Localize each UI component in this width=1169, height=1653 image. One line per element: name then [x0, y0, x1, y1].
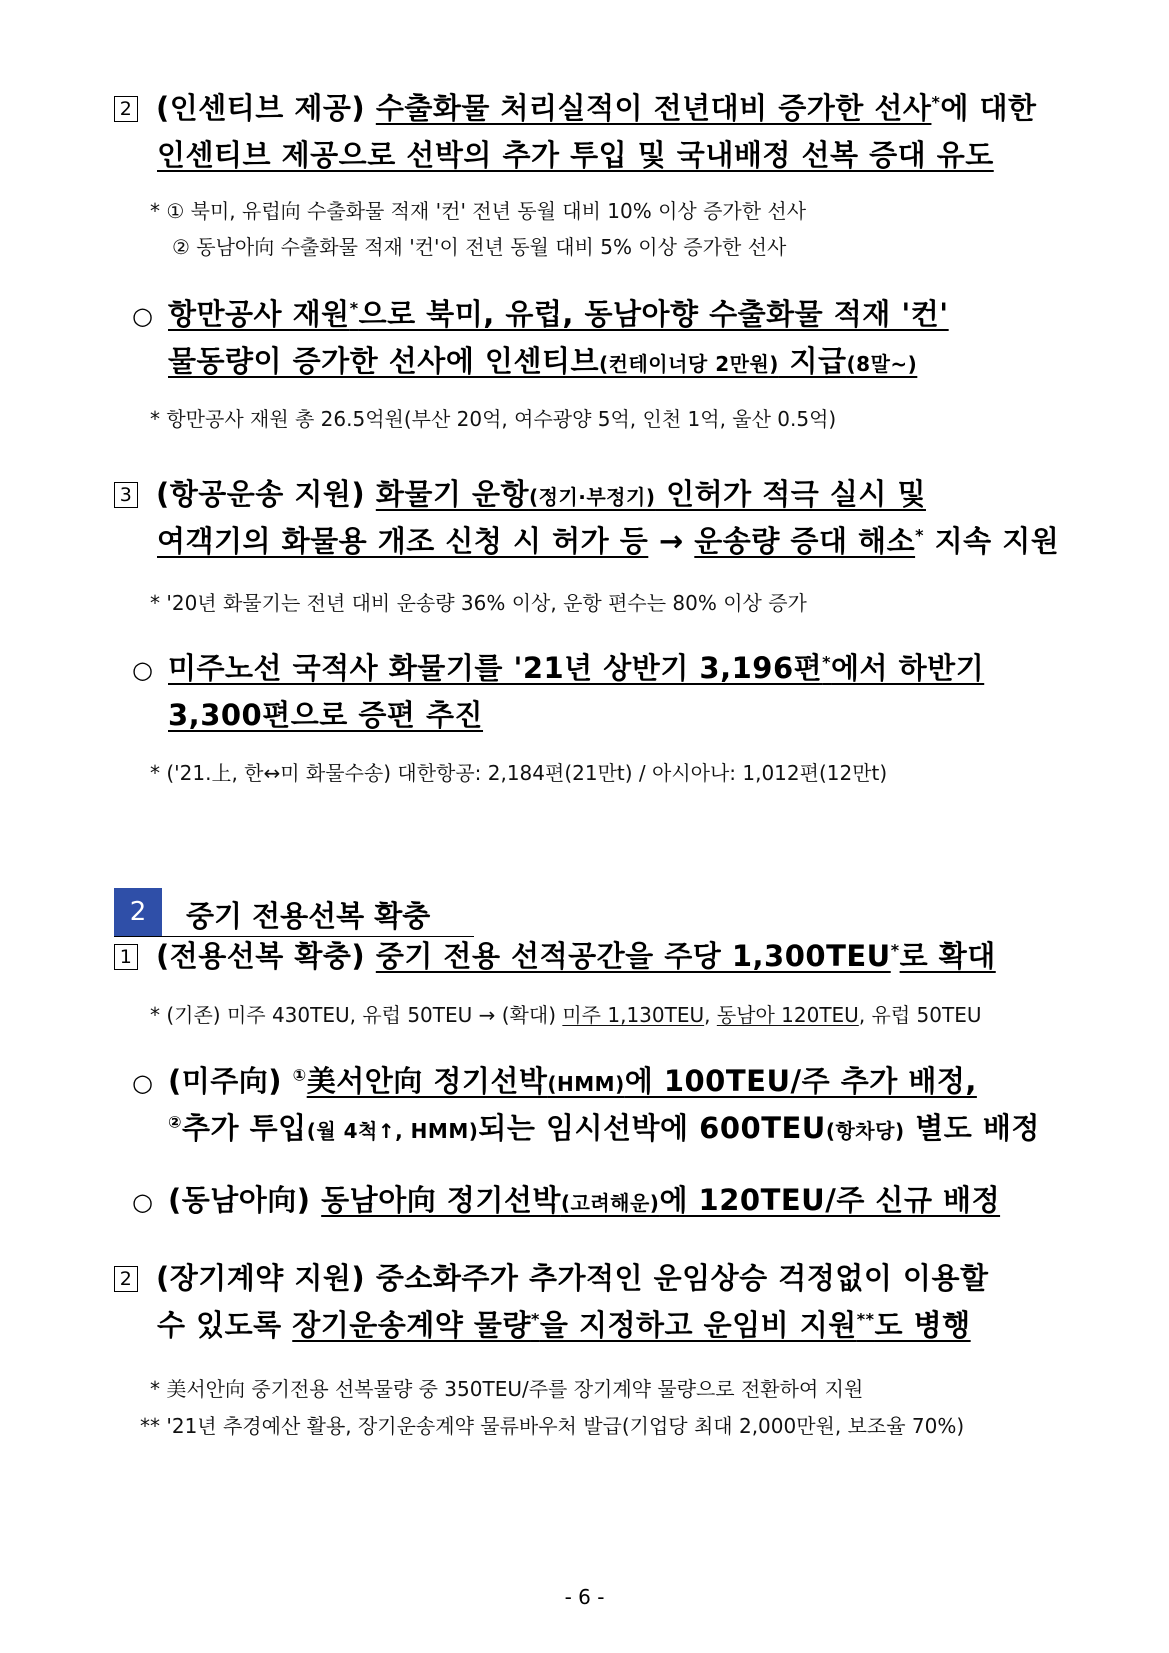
bullet-text: 동남아向 정기선박: [321, 1183, 561, 1217]
item-text-underlined: 중기 전용 선적공간을 주당 1,300TEU: [375, 939, 891, 973]
item-text-underlined: 도 병행: [874, 1308, 971, 1343]
footnote: ② 동남아向 수출화물 적재 '컨'이 전년 동월 대비 5% 이상 증가한 선사: [172, 235, 787, 259]
bullet-marker: ○: [132, 1069, 154, 1097]
bullet-note: (월 4척↑, HMM): [306, 1119, 479, 1144]
long-term-contract-heading: [114, 1262, 1064, 1343]
bullet-note: (8말~): [846, 352, 918, 377]
bullet-text: 3,300편으로 증편 추진: [168, 698, 484, 733]
footnote-mark: *: [931, 92, 941, 112]
bullet-text: 미주노선 국적사 화물기를 '21년 상반기 3,196편: [168, 651, 823, 685]
bullet-text: 물동량이 증가한 선사에 인센티브: [168, 344, 599, 379]
item-text-underlined: 수출화물 처리실적이 전년대비 증가한 선사: [375, 91, 932, 125]
item-lead: (장기계약 지원): [156, 1261, 366, 1295]
bullet-marker: ○: [132, 1188, 154, 1216]
section-title: 중기 전용선복 확충: [186, 899, 431, 933]
bullet-text: 별도 배정: [904, 1111, 1040, 1146]
bullet-note: (항차당): [825, 1119, 905, 1144]
bullet-note: (컨테이너당 2만원): [599, 352, 779, 377]
item-text-underlined: 여객기의 화물용 개조 신청 시 허가 등: [157, 524, 649, 559]
bullet-text: 美서안向 정기선박: [306, 1064, 548, 1098]
item-text-underlined: 을 지정하고 운임비 지원: [539, 1308, 857, 1343]
item-text-underlined: 운송량 증대 해소: [694, 524, 916, 559]
incentive-heading: [114, 92, 1064, 173]
item-number-box: 3: [114, 482, 138, 508]
us-bound-bullet: [132, 1065, 1062, 1146]
footnote-text: , 유럽 50TEU: [858, 1003, 982, 1027]
us-route-bullet: [132, 652, 1062, 733]
bullet-text: 에 120TEU/주 신규 배정: [659, 1183, 1001, 1217]
item-text: 수 있도록: [157, 1308, 293, 1343]
port-authority-bullet: [132, 298, 1062, 379]
footnote: * '20년 화물기는 전년 대비 운송량 36% 이상, 운항 편수는 80% 이상 증가: [150, 591, 807, 615]
item-text: 인허가 적극 실시 및: [655, 477, 926, 511]
item-number-box: 2: [114, 1266, 138, 1292]
air-transport-heading: [114, 478, 1064, 559]
footnote-mark: *: [915, 525, 924, 545]
footnote-mark: *: [530, 1309, 540, 1329]
bullet-marker: ○: [132, 302, 154, 330]
footnote-mark: *: [890, 940, 900, 960]
item-text-underlined: 장기운송계약 물량: [292, 1308, 531, 1343]
bullet-text: 추가 투입: [182, 1111, 307, 1146]
item-number-box: 1: [114, 944, 138, 970]
bullet-text: 되는 임시선박에 600TEU: [478, 1111, 826, 1146]
item-text: 에 대한: [940, 91, 1037, 125]
item-text: 화물기 운항: [375, 477, 529, 511]
footnote-text-underlined: 미주 1,130TEU: [562, 1003, 705, 1027]
bullet-lead: (동남아向): [168, 1183, 311, 1217]
footnote-mark: **: [856, 1309, 875, 1329]
section-header: [114, 888, 474, 937]
footnote-text: * (기존) 미주 430TEU, 유럽 50TEU → (확대): [150, 1003, 563, 1027]
footnote: ** '21년 추경예산 활용, 장기운송계약 물류바우처 발급(기업당 최대 2,000만원, 보조율 70%): [140, 1414, 965, 1438]
footnote-text-underlined: 동남아 120TEU: [716, 1003, 859, 1027]
bullet-lead: (미주向): [168, 1064, 283, 1098]
capacity-expansion-heading: [114, 940, 1064, 973]
bullet-marker: ○: [132, 656, 154, 684]
footnote: * 항만공사 재원 총 26.5억원(부산 20억, 여수광양 5억, 인천 1억, 울산 0.5억): [150, 407, 837, 431]
circled-number: ①: [292, 1065, 307, 1085]
bullet-text: 에서 하반기: [831, 651, 985, 685]
bullet-text: 항만공사 재원: [168, 297, 350, 331]
item-text-line2: 인센티브 제공으로 선박의 추가 투입 및 국내배정 선복 증대 유도: [157, 138, 994, 173]
page-number: - 6 -: [564, 1585, 605, 1609]
section-number: 2: [114, 888, 162, 936]
bullet-note: (HMM): [547, 1072, 625, 1096]
item-text: 지속 지원: [923, 524, 1060, 559]
bullet-text: 에 100TEU/주 추가 배정,: [624, 1064, 977, 1098]
southeast-asia-bullet: [132, 1184, 1062, 1217]
item-note: (정기·부정기): [528, 485, 656, 509]
bullet-text: 지급: [778, 344, 847, 379]
footnote: [150, 1002, 981, 1028]
item-text-underlined: 로 확대: [899, 939, 996, 973]
footnote: * 美서안向 중기전용 선복물량 중 350TEU/주를 장기계약 물량으로 전환하여 지원: [150, 1377, 864, 1401]
footnote: * ('21.上, 한↔미 화물수송) 대한항공: 2,184편(21만t) / 아시아나: 1,012편(12만t): [150, 761, 888, 785]
item-number-box: 2: [114, 96, 138, 122]
circled-number: ②: [168, 1112, 183, 1132]
footnote-text: ,: [704, 1003, 717, 1027]
bullet-note: (고려해운): [560, 1191, 660, 1215]
arrow: →: [648, 524, 695, 559]
item-lead: (인센티브 제공): [156, 91, 366, 125]
item-lead: (전용선복 확충): [156, 939, 366, 973]
footnote-mark: *: [822, 652, 832, 672]
item-lead: (항공운송 지원): [156, 477, 366, 511]
footnote: * ① 북미, 유럽向 수출화물 적재 '컨' 전년 동월 대비 10% 이상 증가한 선사: [150, 199, 807, 223]
footnote-mark: *: [349, 298, 359, 318]
bullet-text: 으로 북미, 유럽, 동남아향 수출화물 적재 '컨': [358, 297, 949, 331]
item-text: 중소화주가 추가적인 운임상승 걱정없이 이용할: [375, 1261, 989, 1295]
